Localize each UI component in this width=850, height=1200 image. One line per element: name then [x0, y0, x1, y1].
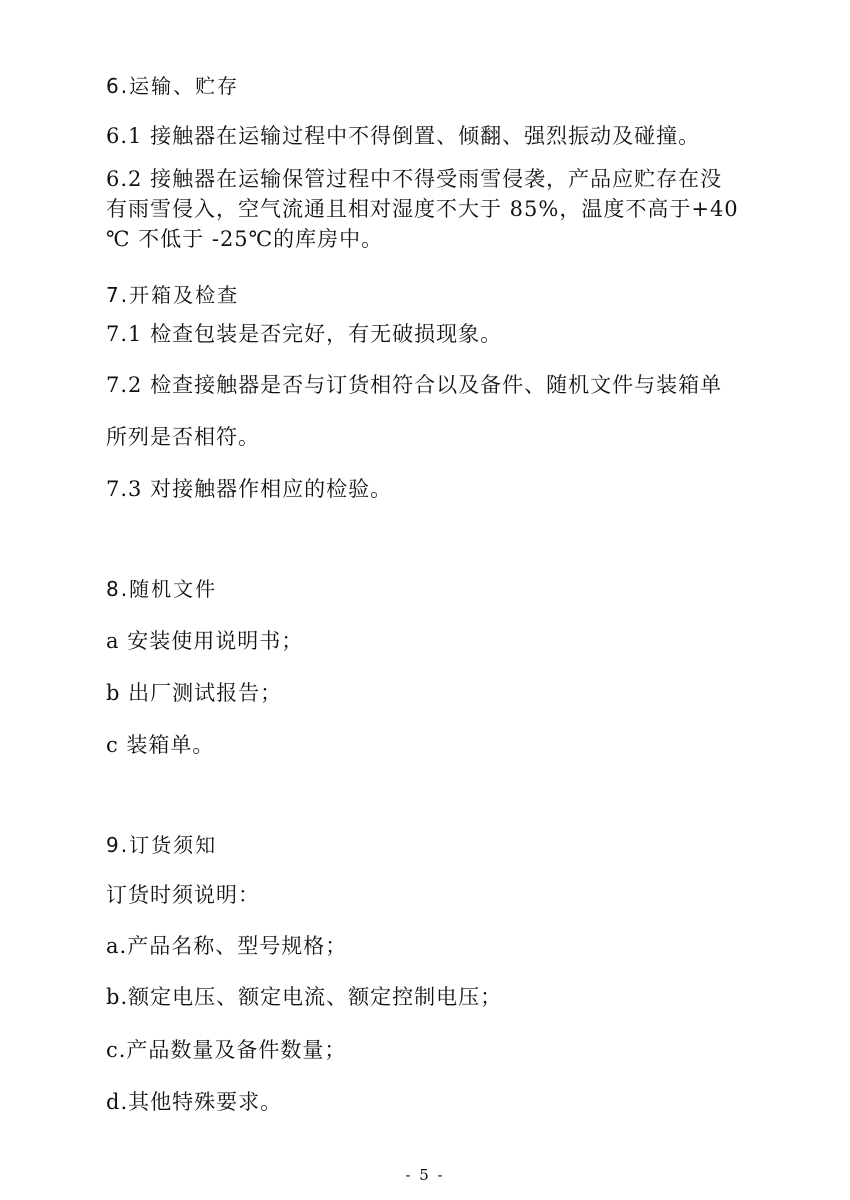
section-6-heading: 6.运输、贮存: [106, 74, 240, 98]
list-item: c.产品数量及备件数量；: [106, 1038, 347, 1062]
section-7-paragraph-2-line-1: 7.2 检查接触器是否与订货相符合以及备件、随机文件与装箱单: [106, 373, 723, 397]
section-8-heading: 8.随机文件: [106, 577, 218, 601]
section-6-paragraph-1: 6.1 接触器在运输过程中不得倒置、倾翻、强烈振动及碰撞。: [106, 124, 701, 148]
section-7-paragraph-2-line-2: 所列是否相符。: [106, 425, 260, 449]
list-item: b.额定电压、额定电流、额定控制电压；: [106, 985, 503, 1009]
section-7-heading: 7.开箱及检查: [106, 283, 240, 307]
list-item: a 安装使用说明书；: [106, 629, 304, 653]
list-item: d.其他特殊要求。: [106, 1090, 283, 1114]
section-7-paragraph-1: 7.1 检查包装是否完好，有无破损现象。: [106, 322, 503, 346]
section-6-paragraph-2-line-1: 6.2 接触器在运输保管过程中不得受雨雪侵袭，产品应贮存在没: [106, 167, 723, 191]
section-9-heading: 9.订货须知: [106, 833, 218, 857]
section-9-intro: 订货时须说明：: [106, 883, 260, 907]
section-6-paragraph-2-line-2: 有雨雪侵入，空气流通且相对湿度不大于 85%，温度不高于+40: [106, 197, 739, 221]
list-item: c 装箱单。: [106, 733, 215, 757]
list-item: b 出厂测试报告；: [106, 681, 283, 705]
section-6-paragraph-2-line-3: ℃ 不低于 -25℃的库房中。: [106, 227, 384, 251]
section-7-paragraph-3: 7.3 对接触器作相应的检验。: [106, 477, 393, 501]
page-number: - 5 -: [405, 1166, 445, 1184]
list-item: a.产品名称、型号规格；: [106, 934, 348, 958]
